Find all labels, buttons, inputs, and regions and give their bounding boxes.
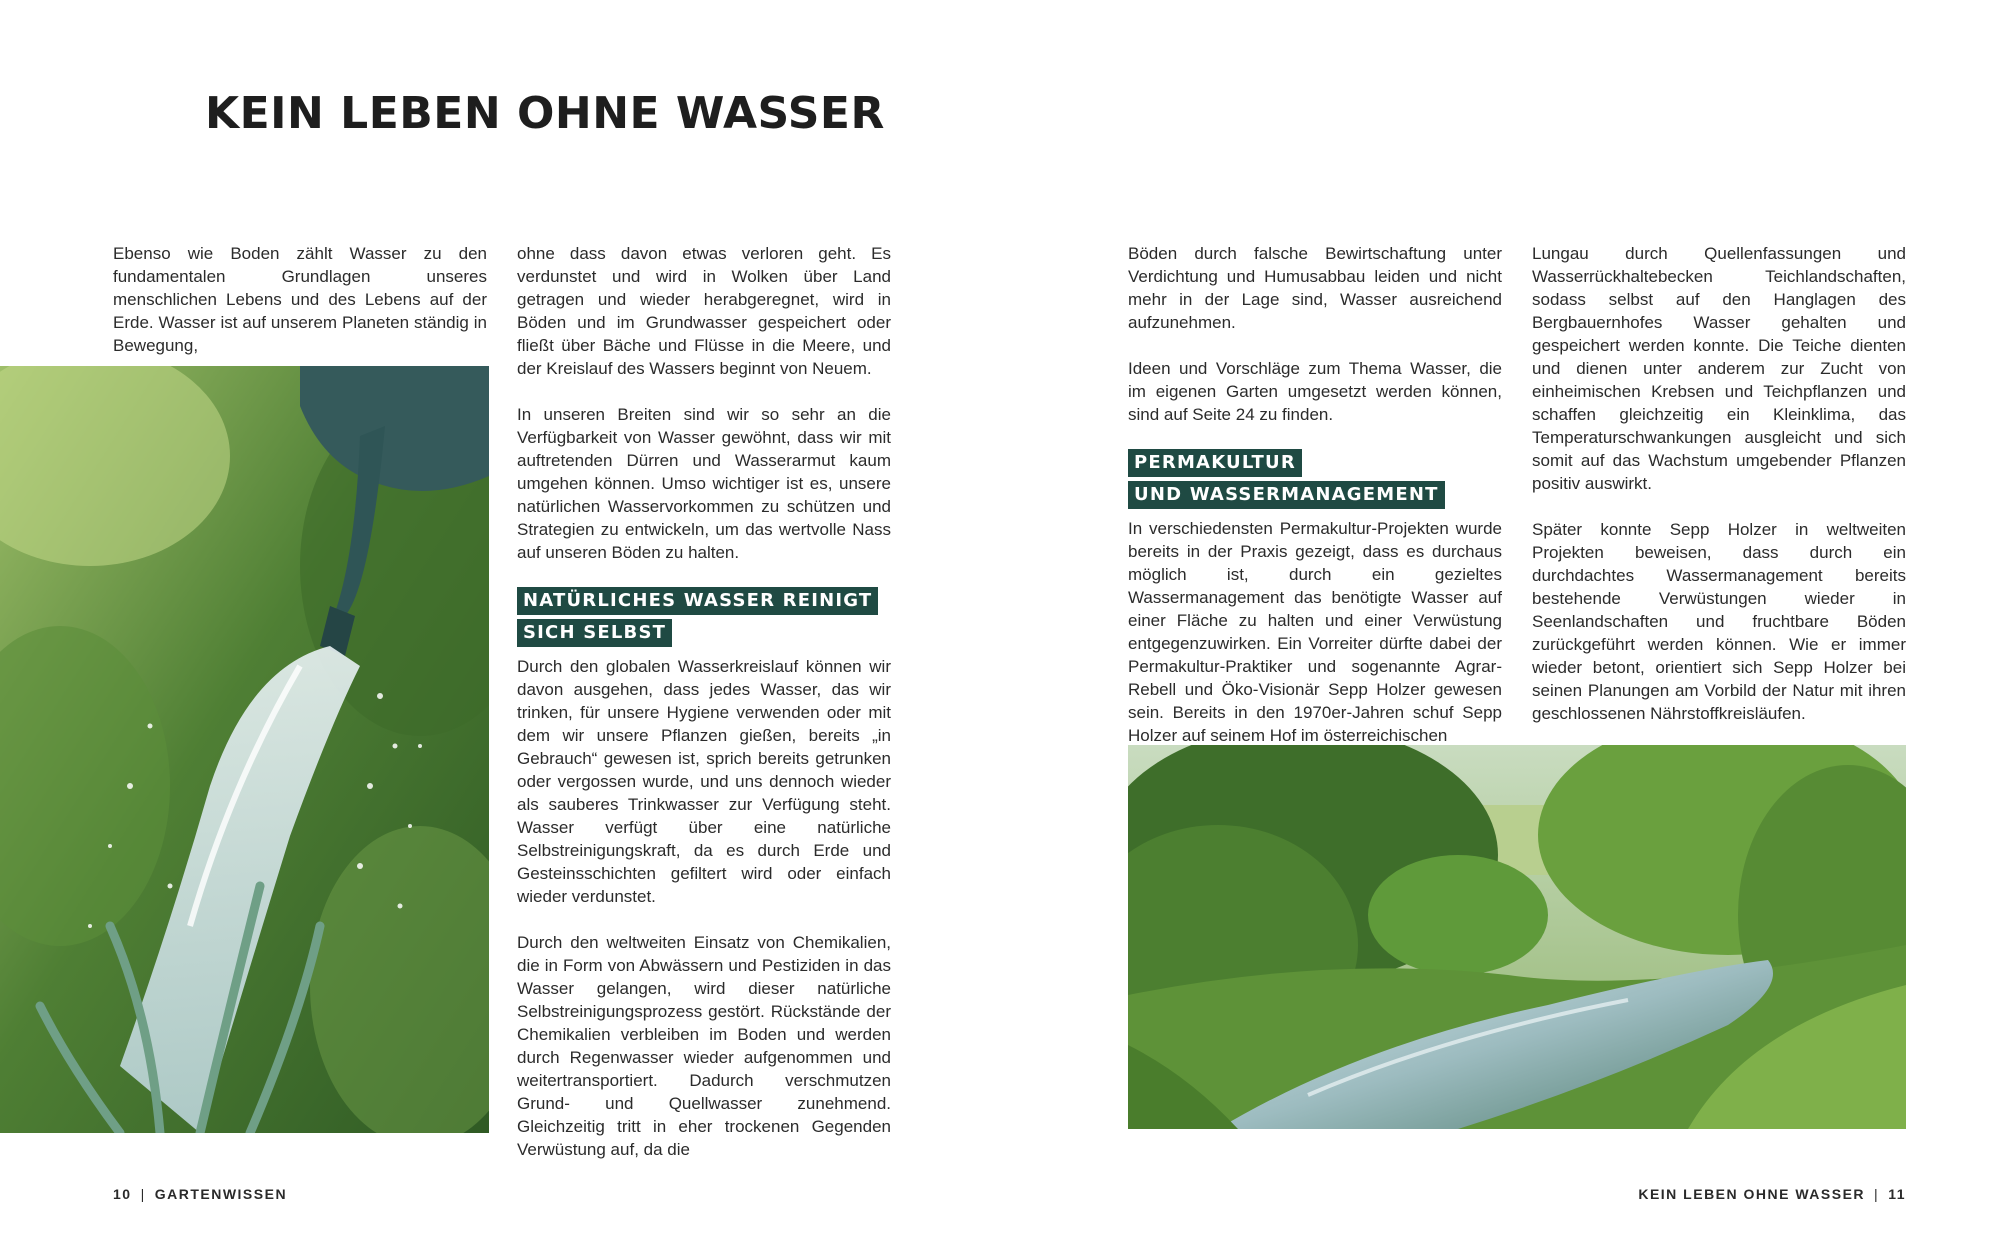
section-label: GARTENWISSEN <box>154 1186 288 1202</box>
page-title: KEIN LEBEN OHNE WASSER <box>205 88 885 139</box>
heading-line: SICH SELBST <box>517 619 672 647</box>
body-paragraph: Ebenso wie Boden zählt Wasser zu den fundamentalen Grundlagen unseres menschlichen Lebens und des Lebens auf der Erde. Wasser ist auf unserem Planeten ständig in Bewegung, <box>113 244 487 355</box>
footer-left <box>113 1186 287 1202</box>
body-paragraph: Lungau durch Quellenfassungen und Wasserrückhaltebecken Teichlandschaften, sodass selbst auf den Hanglagen des Bergbauernhofes Wasser gehalten und gespeichert werden konnte. Die Teiche dienten und dienen unter anderem zur Zucht von einheimischen Krebsen und Teichpflanzen und schaffen gleichzeitig ein Kleinklima, das Temperaturschwankungen ausgleicht und sich somit auf das Wachstum umgebender Pflanzen positiv auswirkt. <box>1532 244 1906 493</box>
watering-can-photo <box>0 366 489 1133</box>
footer-separator: | <box>1874 1186 1880 1202</box>
body-paragraph: Durch den globalen Wasserkreislauf können wir davon ausgehen, dass jedes Wasser, das wir trinken, für unsere Hygiene verwenden oder mit dem wir unsere Pflanzen gießen, bereits „in Gebrauch“ gewesen ist, sprich bereits getrunken oder vergossen wurde, und uns dennoch wieder als sauberes Trinkwasser zur Verfügung steht. Wasser verfügt über eine natürliche Selbstreinigungskraft, da es durch Erde und Gesteinsschichten gefiltert wird oder einfach wieder verdunstet. <box>517 657 891 906</box>
body-paragraph: In unseren Breiten sind wir so sehr an die Verfügbarkeit von Wasser gewöhnt, dass wir mit auftretenden Dürren und Wasserarmut kaum umgehen können. Umso wichtiger ist es, unsere natürlichen Wasservorkommen zu schützen und Strategien zu entwickeln, um das wertvolle Nass auf unseren Böden zu halten. <box>517 405 891 562</box>
text-column-1 <box>113 242 487 357</box>
heading-line: NATÜRLICHES WASSER REINIGT <box>517 587 878 615</box>
section-heading <box>517 587 891 651</box>
body-paragraph: Durch den weltweiten Einsatz von Chemikalien, die in Form von Abwässern und Pestiziden in das Wasser gelangen, wird dieser natürliche Selbstreinigungsprozess gestört. Rückstände der Chemikalien verbleiben im Boden und werden durch Regenwasser wieder aufgenommen und weitertransportiert. Dadurch verschmutzen Grund- und Quellwasser zunehmend. Gleichzeitig tritt in eher trockenen Gegenden Verwüstung auf, da die <box>517 933 891 1159</box>
text-column-4 <box>1532 242 1906 725</box>
stream-landscape-photo <box>1128 745 1906 1129</box>
body-paragraph: Böden durch falsche Bewirtschaftung unter Verdichtung und Humusabbau leiden und nicht mehr in der Lage sind, Wasser ausreichend aufzunehmen. <box>1128 244 1502 332</box>
page-number: 11 <box>1888 1186 1906 1202</box>
section-label: KEIN LEBEN OHNE WASSER <box>1638 1186 1866 1202</box>
body-paragraph: In verschiedensten Permakultur-Projekten wurde bereits in der Praxis gezeigt, dass es durchaus möglich ist, durch ein gezieltes Wassermanagement das benötigte Wasser auf einer Fläche zu halten und einer Verwüstung entgegenzuwirken. Ein Vorreiter dürfte dabei der Permakultur-Praktiker und sogenannte Agrar-Rebell und Öko-Visionär Sepp Holzer gewesen sein. Bereits in den 1970er-Jahren schuf Sepp Holzer auf seinem Hof im österreichischen <box>1128 519 1502 745</box>
body-paragraph: Später konnte Sepp Holzer in weltweiten Projekten beweisen, dass durch ein durchdachtes Wassermanagement bereits bestehende Verwüstungen wieder in Seenlandschaften und fruchtbare Böden zurückgeführt werden können. Wie er immer wieder betont, orientiert sich Sepp Holzer bei seinen Planungen am Vorbild der Natur mit ihren geschlossenen Nährstoffkreisläufen. <box>1532 520 1906 723</box>
section-heading <box>1128 449 1502 513</box>
page-number: 10 <box>113 1186 132 1202</box>
footer-right <box>1638 1186 1906 1202</box>
heading-line: UND WASSERMANAGEMENT <box>1128 481 1445 509</box>
heading-line: PERMAKULTUR <box>1128 449 1302 477</box>
footer-separator: | <box>140 1186 146 1202</box>
text-column-2 <box>517 242 891 1161</box>
text-column-3 <box>1128 242 1502 747</box>
body-paragraph: ohne dass davon etwas verloren geht. Es verdunstet und wird in Wolken über Land getragen und wieder herabgeregnet, wird in Böden und im Grundwasser gespeichert oder fließt über Bäche und Flüsse in die Meere, und der Kreislauf des Wassers beginnt von Neuem. <box>517 244 891 378</box>
body-paragraph: Ideen und Vorschläge zum Thema Wasser, die im eigenen Garten umgesetzt werden können, sind auf Seite 24 zu finden. <box>1128 359 1502 424</box>
